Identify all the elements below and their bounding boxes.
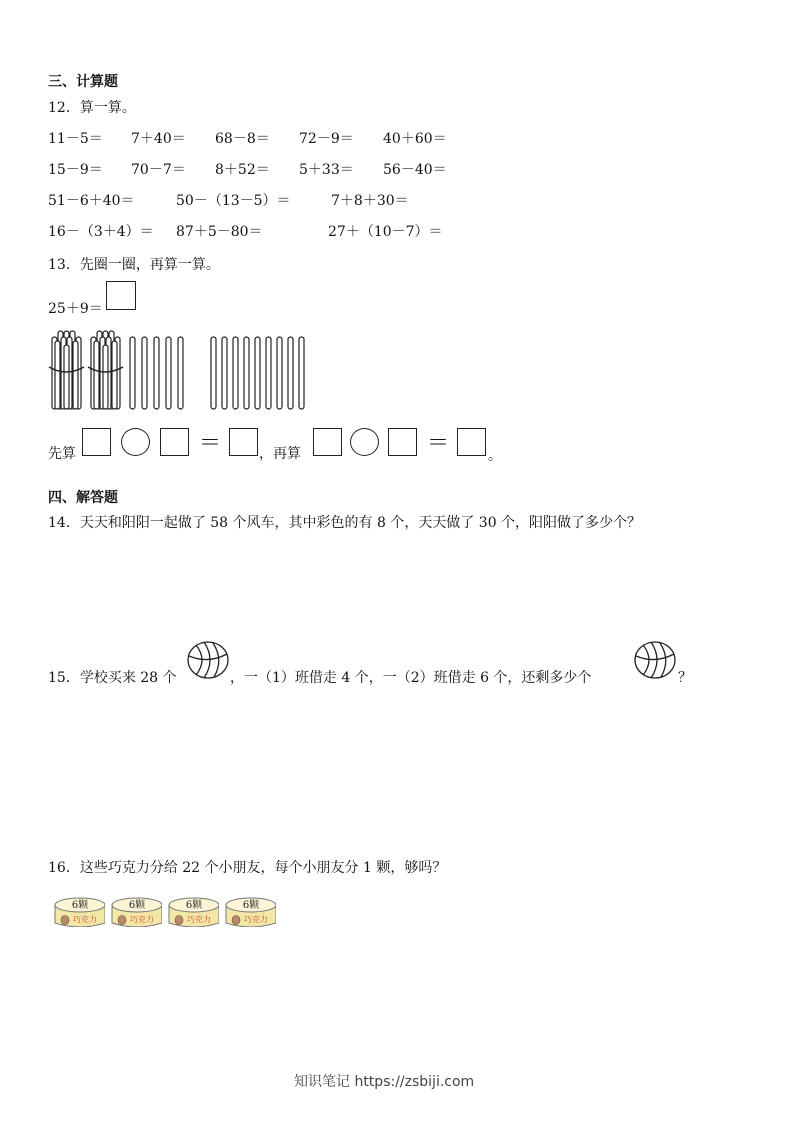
then-calc-result-box[interactable] — [457, 428, 486, 456]
question-15-part3: ？ — [678, 670, 692, 686]
chocolate-count-label: 6颗 — [242, 900, 260, 911]
question-15-part1: 15．学校买来 28 个 — [48, 670, 177, 686]
first-calc-box-1[interactable] — [82, 428, 111, 456]
expr-12-r4c2: 87＋5－80＝ — [176, 224, 263, 240]
chocolate-brand-label: 巧克力 — [73, 915, 97, 924]
expr-12-r1c3: 68－8＝ — [215, 131, 270, 147]
first-calc-result-box[interactable] — [229, 428, 258, 456]
equation-25-plus-9: 25＋9＝ — [48, 301, 103, 317]
question-13-title: 13．先圈一圈，再算一算。 — [48, 257, 220, 273]
then-calc-box-2[interactable] — [388, 428, 417, 456]
expr-12-r4c3: 27＋（10－7）＝ — [328, 224, 443, 240]
end-period: 。 — [488, 448, 502, 464]
expr-12-r2c1: 15－9＝ — [48, 162, 103, 178]
first-calc-operator-circle[interactable] — [121, 428, 150, 456]
question-12-title: 12．算一算。 — [48, 100, 136, 116]
expr-12-r3c1: 51－6＋40＝ — [48, 193, 135, 209]
then-calc-box-1[interactable] — [313, 428, 342, 456]
chocolate-count-label: 6颗 — [71, 900, 89, 911]
first-calc-equals: ＝ — [199, 431, 222, 456]
footer-watermark: 知识笔记 https://zsbiji.com — [294, 1074, 475, 1090]
first-calc-box-2[interactable] — [160, 428, 189, 456]
chocolate-brand-label: 巧克力 — [244, 915, 268, 924]
then-calc-operator-circle[interactable] — [350, 428, 379, 456]
expr-12-r1c1: 11－5＝ — [48, 131, 103, 147]
question-16-text: 16．这些巧克力分给 22 个小朋友，每个小朋友分 1 颗，够吗？ — [48, 860, 447, 876]
expr-12-r2c3: 8＋52＝ — [215, 162, 270, 178]
stick-bundle-1 — [49, 331, 84, 409]
question-14-text: 14．天天和阳阳一起做了 58 个风车，其中彩色的有 8 个，天天做了 30 个，阳阳做了多少个？ — [48, 515, 642, 531]
expr-12-r2c2: 70－7＝ — [131, 162, 186, 178]
chocolate-brand-label: 巧克力 — [187, 915, 211, 924]
section-3-title: 三、计算题 — [48, 74, 118, 90]
chocolate-brand-label: 巧克力 — [130, 915, 154, 924]
expr-12-r1c2: 7＋40＝ — [131, 131, 186, 147]
chocolate-count-label: 6颗 — [185, 900, 203, 911]
chocolate-count-label: 6颗 — [128, 900, 146, 911]
expr-12-r1c4: 72－9＝ — [299, 131, 354, 147]
answer-box[interactable] — [106, 281, 136, 310]
then-calc-label: ，再算 — [259, 446, 301, 462]
first-calc-label: 先算 — [48, 446, 76, 462]
chocolate-box — [110, 893, 162, 927]
question-15-part2: ，一（1）班借走 4 个，一（2）班借走 6 个，还剩多少个 — [230, 670, 592, 686]
expr-12-r1c5: 40＋60＝ — [383, 131, 447, 147]
chocolate-box — [224, 893, 276, 927]
expr-12-r2c4: 5＋33＝ — [299, 162, 354, 178]
chocolate-box — [167, 893, 219, 927]
chocolate-box — [53, 893, 105, 927]
expr-12-r3c2: 50－（13－5）＝ — [176, 193, 291, 209]
ball-icon — [633, 640, 677, 680]
expr-12-r2c5: 56－40＝ — [383, 162, 447, 178]
stick-bundle-2 — [88, 331, 123, 409]
ball-icon — [186, 640, 230, 680]
sticks-picture — [46, 327, 326, 413]
expr-12-r3c3: 7＋8＋30＝ — [331, 193, 409, 209]
loose-sticks-5 — [130, 337, 183, 409]
expr-12-r4c1: 16－（3＋4）＝ — [48, 224, 154, 240]
section-4-title: 四、解答题 — [48, 490, 118, 506]
then-calc-equals: ＝ — [427, 431, 450, 456]
loose-sticks-9 — [211, 337, 304, 409]
